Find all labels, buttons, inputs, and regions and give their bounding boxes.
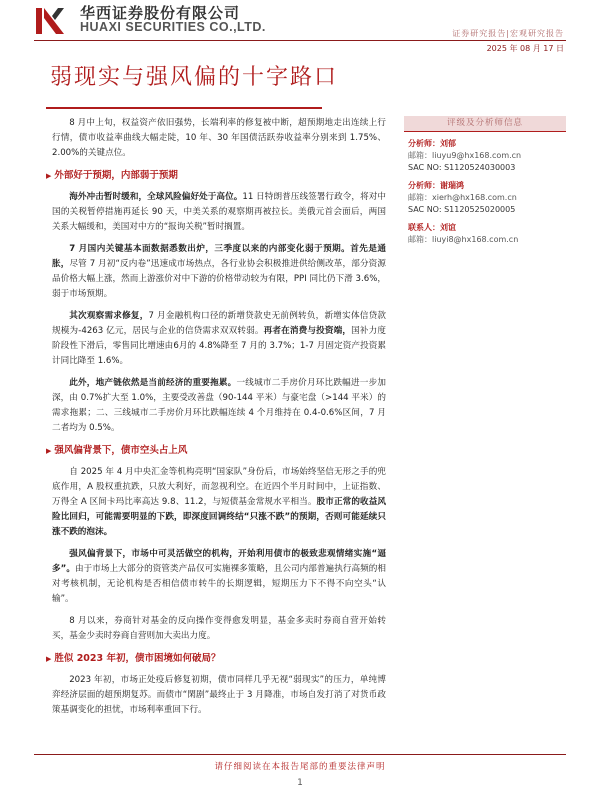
- paragraph-3-text-2: 国补力度阶段性下滑后，零售同比增速由6月的 4.8%降至 7 月的 3.7%；1-7 月固定资产投资累计同比降至 1.6%。: [52, 326, 386, 366]
- footer-divider: [34, 754, 566, 755]
- paragraph-3-text: 7 月金融机构口径的新增贷款史无前例转负，新增实体信贷款规模为-4263 亿元，居民与企业的信贷需求双双转弱。: [52, 311, 386, 336]
- paragraph-2: [52, 242, 386, 302]
- paragraph-1-lead: 海外冲击暂时缓和，全球风险偏好处于高位。: [69, 192, 243, 202]
- paragraph-3-lead: 其次观察需求修复，: [69, 311, 149, 321]
- header-divider: [34, 40, 566, 41]
- sidebar-heading: 评级及分析师信息: [404, 116, 566, 131]
- contact-role: 联系人：刘谊: [408, 223, 456, 232]
- section-heading-2: ▶ 强风偏背景下，债市空头占上风: [46, 443, 386, 459]
- paragraph-6-lead: 强风偏背景下，市场中可灵活做空的机构，开始利用债市的极致悲观情绪实施“逼多”。: [52, 549, 386, 574]
- paragraph-4-lead: 此外，地产链依然是当前经济的重要拖累。: [69, 378, 237, 388]
- analyst-sidebar: [404, 116, 566, 284]
- analyst-role: 分析师：谢瑞鸿: [408, 181, 464, 190]
- paragraph-1: [52, 190, 386, 235]
- paragraph-5-text: 自 2025 年 4 月中央汇金等机构亮明“国家队”身份后，市场始终坚信无形之手的兜底作用，A 股权重抗跌，只放大利好，而忽视利空。在近四个半月时间中，上证指数、万得全 A 区间卡玛比率高达 9.8、11.2，与短债基金常规水平相当。: [52, 467, 386, 507]
- analyst-entry: [404, 180, 566, 216]
- paragraph-4: [52, 376, 386, 436]
- paragraph-2-text: 尽管 7 月初“反内卷”迅速成市场热点，各行业协会积极推进供给侧改革，部分资源品价格大幅上涨，然而上游涨价对中下游的价格带动较为有限，PPI 同比仍下滑 3.6%，弱于市场预期。: [52, 259, 386, 299]
- title-underline: [46, 107, 322, 109]
- sidebar-divider: [404, 131, 566, 132]
- paragraph-5: [52, 465, 386, 540]
- report-date: 2025 年 08 月 17 日: [486, 44, 564, 53]
- paragraph-2-lead: 7 月国内关键基本面数据悉数出炉，三季度以来的内部变化弱于预期。首先是通胀，: [52, 244, 386, 269]
- report-type: 证券研究报告|宏观研究报告: [452, 29, 564, 38]
- paragraph-7: 8 月以来，券商针对基金的反向操作变得愈发明显，基金多卖时券商自营开始转买，基金少卖时券商自营则加大卖出力度。: [52, 616, 386, 641]
- contact-email[interactable]: 邮箱：liuyi8@hx168.com.cn: [408, 235, 519, 244]
- main-body: [52, 116, 386, 725]
- paragraph-5-emphasis: 股市正常的收益风险比回归，可能需要明显的下跌，即深度回调终结“只涨不跌”的预期，否则可能延续只涨不跌的泡沫。: [52, 497, 386, 537]
- page-number: 1: [297, 778, 303, 788]
- analyst-entry: [404, 222, 566, 246]
- paragraph-6: [52, 547, 386, 607]
- analyst-sac: SAC NO: S1120525020005: [408, 205, 516, 214]
- analyst-role: 分析师：刘郁: [408, 139, 456, 148]
- paragraph-8: 2023 年初，市场正处疫后修复初期，债市同样几乎无视“弱现实”的压力，单纯博弈经济层面的超预期复苏。而债市“閑剧”最终止于 3 月降准，市场自发打消了对货币政策基调变化的担忧，市场利率重回下行。: [52, 675, 386, 715]
- analyst-sac: SAC NO: S1120524030003: [408, 163, 516, 172]
- section-heading-3: ▶ 胜似 2023 年初，债市困境如何破局？: [46, 651, 386, 667]
- company-name-en: HUAXI SECURITIES CO.,LTD.: [80, 20, 266, 34]
- company-logo-icon: [34, 4, 68, 38]
- paragraph-6-text: 由于市场上大部分的资管类产品仅可实施裸多策略，且公司内部普遍执行高频的相对考核机制，无论机构是否相信债市转牛的长期逻辑，短期压力下不得不向空头“认输”。: [52, 564, 386, 604]
- section-heading-1: ▶ 外部好于预期，内部弱于预期: [46, 168, 386, 184]
- company-name-cn: 华西证券股份有限公司: [80, 4, 241, 22]
- paragraph-3: [52, 309, 386, 369]
- paragraph-1-text: 11 日特朗普压线签署行政令，将对中国的关税暂停措施再延长 90 天，中美关系的观察期再被拉长。美俄元首会面后，两国关系大幅缓和，美国对中方的“报询关税”暂时搁置。: [52, 192, 386, 232]
- intro-paragraph: 8 月中上旬，权益资产依旧强势，长端利率的修复被中断，超预期地走出连续上行行情，债市收益率曲线大幅走陡，10 年、30 年国债活跃券收益率分别来到 1.75%、2.00%的关键点位。: [52, 118, 386, 158]
- report-title: 弱现实与强风偏的十字路口: [50, 65, 339, 90]
- analyst-email[interactable]: 邮箱：xierh@hx168.com.cn: [408, 193, 517, 202]
- analyst-entry: [404, 138, 566, 174]
- footer-disclaimer: 请仔细阅读在本报告尾部的重要法律声明: [214, 762, 386, 772]
- analyst-email[interactable]: 邮箱：liuyu9@hx168.com.cn: [408, 151, 522, 160]
- paragraph-4-text: 一线城市二手房价月环比跌幅进一步加深，由 0.7%扩大至 1.0%，主要受改善盘（90-144 平米）与豪宅盘（>144 平米）的需求拖累；二、三线城市二手房价月环比跌幅连续 4 个月维持在 0.4-0.6%区间，7 月二者均为 0.5%。: [52, 378, 386, 433]
- paragraph-3-lead-2: 再者在消费与投资端，: [263, 326, 352, 336]
